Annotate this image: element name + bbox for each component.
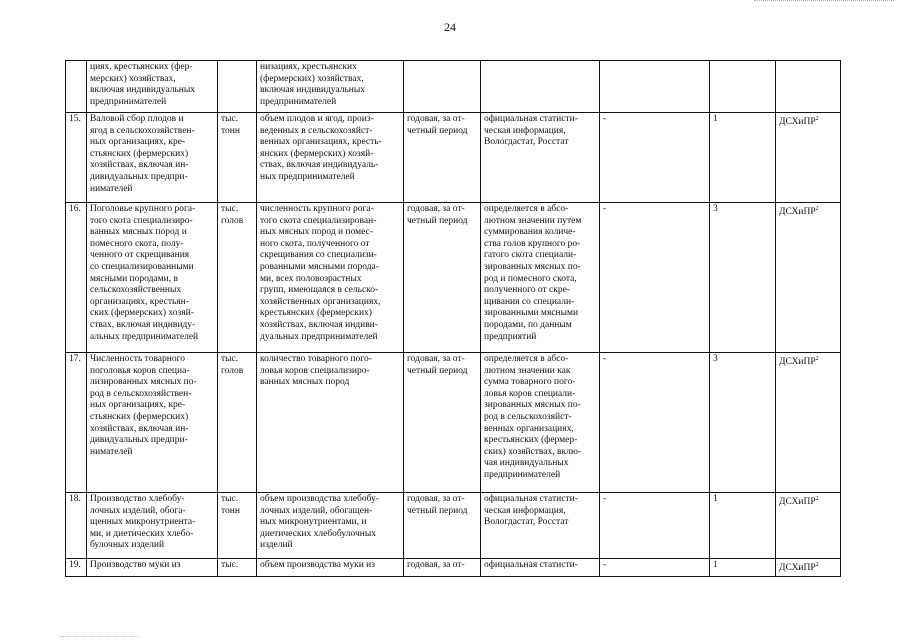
indicator-type-cell	[710, 61, 776, 113]
base-value: -	[603, 354, 607, 364]
responsible-body-cell	[776, 353, 841, 493]
indicator-name-cell	[87, 353, 218, 493]
table-row	[66, 493, 841, 559]
footnote-marker: 2	[815, 562, 819, 568]
footnote-marker: 2	[815, 496, 819, 502]
indicator-definition-cell	[257, 353, 404, 493]
indicator-definition: объем производства муки из	[260, 560, 376, 570]
indicator-definition-cell	[257, 559, 404, 577]
periodicity-cell	[404, 61, 481, 113]
responsible-body-cell	[776, 559, 841, 577]
row-number: 19.	[69, 560, 81, 570]
footnote-marker: 2	[815, 356, 819, 362]
responsible-body: ДСХиПР	[779, 497, 816, 508]
indicator-type: 1	[713, 494, 718, 504]
indicator-name-cell	[87, 61, 218, 113]
indicator-definition: объем производства хлебобу- лочных изделий, обогащен- ных микронутриентами, и диетических хлебобулочных изделий	[260, 494, 380, 551]
periodicity: годовая, за от- четный период	[407, 114, 468, 136]
calculation-method-cell	[481, 559, 600, 577]
unit-of-measure: тыс. голов	[221, 354, 244, 376]
periodicity-cell	[404, 493, 481, 559]
base-value-cell	[600, 559, 710, 577]
table-body	[66, 61, 841, 577]
row-number-cell	[66, 61, 87, 113]
periodicity-cell	[404, 113, 481, 203]
table-row	[66, 113, 841, 203]
unit-of-measure-cell	[218, 203, 257, 353]
responsible-body-cell	[776, 493, 841, 559]
row-number-cell	[66, 559, 87, 577]
base-value: -	[603, 204, 607, 214]
calculation-method-cell	[481, 61, 600, 113]
indicator-type-cell	[710, 559, 776, 577]
indicator-type-cell	[710, 113, 776, 203]
indicator-name-cell	[87, 203, 218, 353]
indicator-name: Численность товарного поголовья коров специа- лизированных мясных по- род в сельскохозяйствен- ных организациях, кре- стьянских (фермерских) хозяйствах, включая ин- дивидуальных предпри- нимателей	[90, 354, 197, 457]
indicator-type: 3	[713, 354, 718, 364]
responsible-body: ДСХиПР	[779, 357, 816, 368]
indicator-definition-cell	[257, 203, 404, 353]
page-bottom-mark	[60, 636, 140, 637]
unit-of-measure: тыс.	[221, 560, 239, 570]
unit-of-measure-cell	[218, 353, 257, 493]
table-row	[66, 61, 841, 113]
indicator-type-cell	[710, 203, 776, 353]
periodicity: годовая, за от- четный период	[407, 204, 468, 226]
table-row	[66, 203, 841, 353]
indicator-name: циях, крестьянских (фер- мерских) хозяйствах, включая индивидуальных предпринимателей	[90, 62, 196, 107]
base-value: -	[603, 494, 607, 504]
calculation-method-cell	[481, 113, 600, 203]
table-row	[66, 559, 841, 577]
unit-of-measure: тыс. тонн	[221, 114, 240, 136]
row-number-cell	[66, 113, 87, 203]
indicator-name-cell	[87, 559, 218, 577]
indicator-definition: объем плодов и ягод, произ- веденных в сельскохозяйст- венных организациях, кресть- янских (фермерских) хозяй- ствах, включая индивидуаль- ных предпринимателей	[260, 114, 382, 182]
row-number: 17.	[69, 354, 81, 364]
base-value: -	[603, 560, 607, 570]
indicator-type-cell	[710, 353, 776, 493]
footnote-marker: 2	[815, 116, 819, 122]
unit-of-measure: тыс. голов	[221, 204, 244, 226]
responsible-body-cell	[776, 61, 841, 113]
responsible-body: ДСХиПР	[779, 207, 816, 218]
unit-of-measure-cell	[218, 113, 257, 203]
responsible-body-cell	[776, 113, 841, 203]
calculation-method: официальная статисти-	[484, 560, 578, 570]
base-value-cell	[600, 113, 710, 203]
calculation-method: официальная статисти- ческая информация, Вологдастат, Росстат	[484, 494, 578, 528]
indicators-table	[65, 60, 841, 577]
unit-of-measure-cell	[218, 493, 257, 559]
periodicity: годовая, за от- четный период	[407, 494, 468, 516]
indicator-type: 3	[713, 204, 718, 214]
table-row	[66, 353, 841, 493]
responsible-body-cell	[776, 203, 841, 353]
calculation-method-cell	[481, 353, 600, 493]
page-corner-mark	[754, 0, 894, 5]
base-value-cell	[600, 353, 710, 493]
row-number-cell	[66, 203, 87, 353]
row-number-cell	[66, 353, 87, 493]
base-value-cell	[600, 493, 710, 559]
responsible-body: ДСХиПР	[779, 563, 816, 574]
indicator-name-cell	[87, 113, 218, 203]
unit-of-measure-cell	[218, 61, 257, 113]
indicator-name: Валовой сбор плодов и ягод в сельскохозяйствен- ных организациях, кре- стьянских (фермерских) хозяйствах, включая ин- дивидуальных предпри- нимателей	[90, 114, 195, 194]
indicator-name-cell	[87, 493, 218, 559]
row-number: 16.	[69, 204, 81, 214]
base-value-cell	[600, 61, 710, 113]
footnote-marker: 2	[815, 206, 819, 212]
row-number-cell	[66, 493, 87, 559]
indicator-name: Производство хлебобу- лочных изделий, обога- щенных микронутриента- ми, и диетических хлебо- булочных изделий	[90, 494, 196, 551]
calculation-method-cell	[481, 203, 600, 353]
base-value: -	[603, 114, 607, 124]
row-number: 15.	[69, 114, 81, 124]
periodicity-cell	[404, 559, 481, 577]
calculation-method-cell	[481, 493, 600, 559]
indicator-definition-cell	[257, 113, 404, 203]
indicator-name: Производство муки из	[90, 560, 181, 570]
indicator-definition: количество товарного пого- ловья коров специализиро- ванных мясных пород	[260, 354, 372, 388]
indicator-type-cell	[710, 493, 776, 559]
indicator-definition: низациях, крестьянских (фермерских) хозяйствах, включая индивидуальных предпринимателей	[260, 62, 366, 107]
periodicity-cell	[404, 353, 481, 493]
indicator-definition-cell	[257, 493, 404, 559]
periodicity: годовая, за от- четный период	[407, 354, 468, 376]
unit-of-measure: тыс. тонн	[221, 494, 240, 516]
indicator-type: 1	[713, 560, 718, 570]
base-value-cell	[600, 203, 710, 353]
periodicity: годовая, за от-	[407, 560, 465, 570]
indicator-definition: численность крупного рога- того скота специализирован- ных мясных пород и помес- ного скота, полученного от скрещивания со специализи- рованными мясными порода- ми, всех половозрастных групп, имеющаяся в сельско- хозяйственных организациях, крестьянских (фермерских) хозяйствах, включая индиви- дуальных предпринимателей	[260, 204, 381, 342]
unit-of-measure-cell	[218, 559, 257, 577]
calculation-method: определяется в абсо- лютном значении как сумма товарного пого- ловья коров специали- зированных мясных по- род в сельскохозяйст- венных организациях, крестьянских (фермер- ских) хозяйствах, вклю- чая индивидуальных предпринимателей	[484, 354, 582, 480]
row-number: 18.	[69, 494, 81, 504]
indicator-type: 1	[713, 114, 718, 124]
calculation-method: официальная статисти- ческая информация, Вологдастат, Росстат	[484, 114, 578, 148]
indicator-definition-cell	[257, 61, 404, 113]
periodicity-cell	[404, 203, 481, 353]
indicator-name: Поголовье крупного рога- того скота специализиро- ванных мясных пород и помесного скота, полу- ченного от скрещивания со специализированными мясными породами, в сельскохозяйственных организациях, крестьян- ских (фермерских) хозяй- ствах, включая индивиду- альных предпринимателей	[90, 204, 199, 342]
calculation-method: определяется в абсо- лютном значении путем суммирования количе- ства голов крупного ро- гатого скота специали- зированных мясных по- род и помесного скота, полученного от скре- щивания со специали- зированными мясными породами, по данным предприятий	[484, 204, 582, 342]
responsible-body: ДСХиПР	[779, 117, 816, 128]
page-number: 24	[444, 20, 456, 34]
